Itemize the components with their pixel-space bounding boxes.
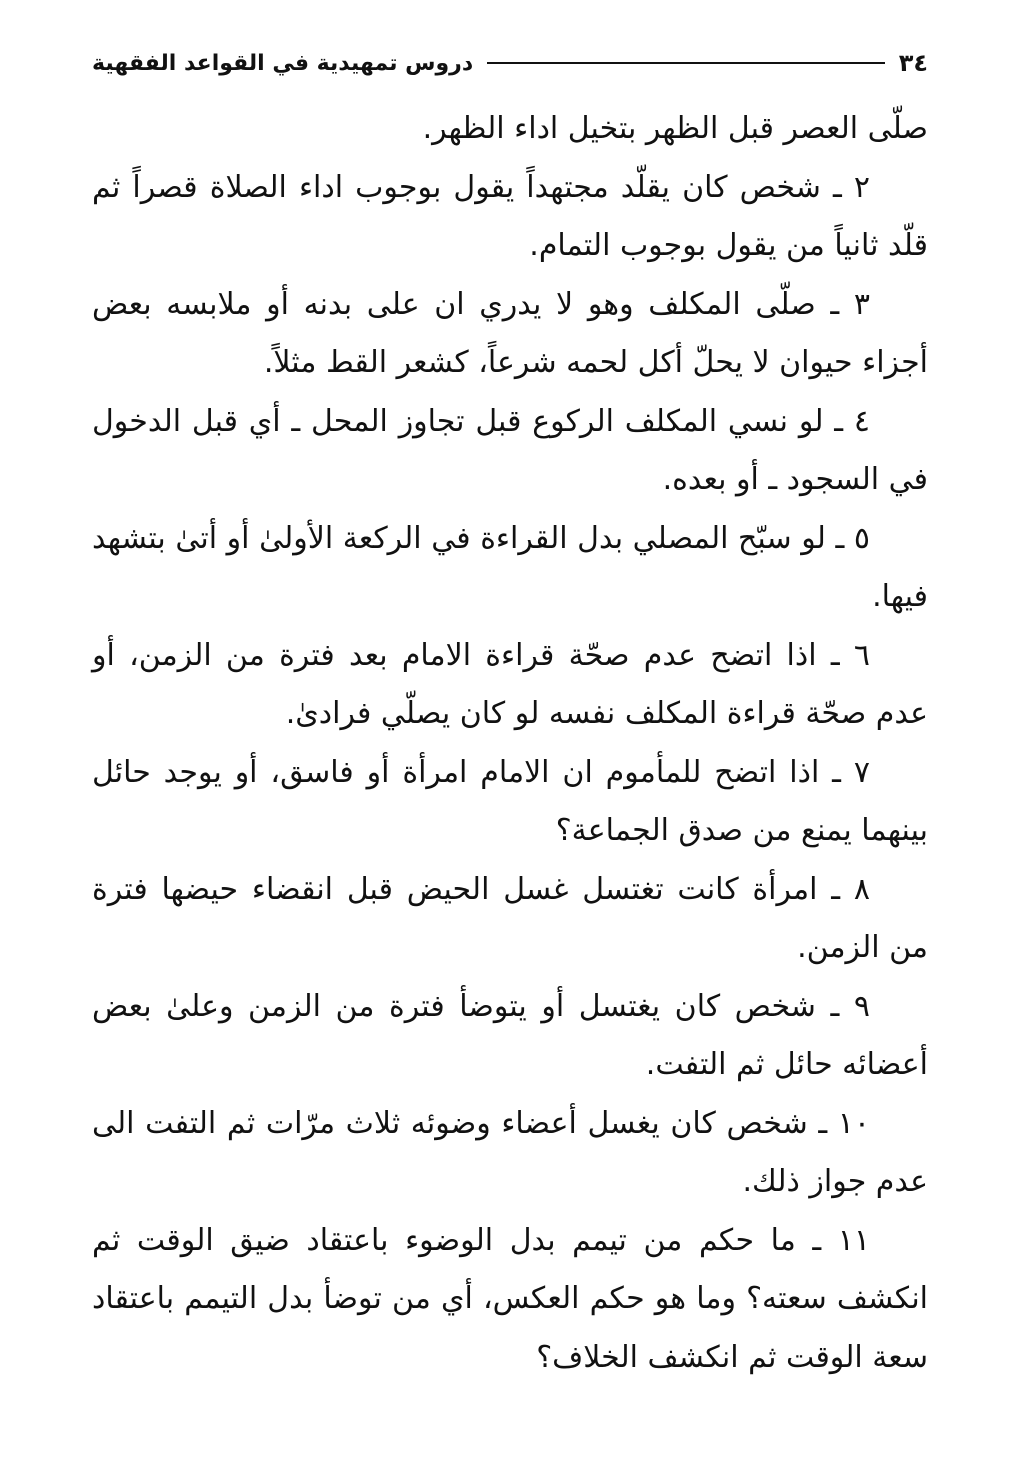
list-item-8: ٨ ـ امرأة كانت تغتسل غسل الحيض قبل انقضاء حيضها فترة من الزمن. <box>92 871 928 965</box>
list-item-6: ٦ ـ اذا اتضح عدم صحّة قراءة الامام بعد فترة من الزمن، أو عدم صحّة قراءة المكلف نفسه لو كان يصلّي فرادىٰ. <box>92 637 928 731</box>
running-title: دروس تمهيدية في القواعد الفقهية <box>92 50 474 76</box>
list-item-9: ٩ ـ شخص كان يغتسل أو يتوضأ فترة من الزمن وعلىٰ بعض أعضائه حائل ثم التفت. <box>92 988 928 1082</box>
list-item-2: ٢ ـ شخص كان يقلّد مجتهداً يقول بوجوب اداء الصلاة قصراً ثم قلّد ثانياً من يقول بوجوب التمام. <box>92 169 928 263</box>
running-header <box>92 38 928 88</box>
page-number: ٣٤ <box>898 49 928 77</box>
paragraph-continuation: صلّى العصر قبل الظهر بتخيل اداء الظهر. <box>422 111 928 146</box>
list-item-4: ٤ ـ لو نسي المكلف الركوع قبل تجاوز المحل ـ أي قبل الدخول في السجود ـ أو بعده. <box>92 403 928 497</box>
list-item-5: ٥ ـ لو سبّح المصلي بدل القراءة في الركعة الأولىٰ أو أتىٰ بتشهد فيها. <box>92 520 928 614</box>
list-item-7: ٧ ـ اذا اتضح للمأموم ان الامام امرأة أو فاسق، أو يوجد حائل بينهما يمنع من صدق الجماعة؟ <box>92 754 928 848</box>
body-text <box>92 100 928 1387</box>
list-item-3: ٣ ـ صلّى المكلف وهو لا يدري ان على بدنه أو ملابسه بعض أجزاء حيوان لا يحلّ أكل لحمه شرعاً، كشعر القط مثلاً. <box>92 286 928 380</box>
list-item-10: ١٠ ـ شخص كان يغسل أعضاء وضوئه ثلاث مرّات ثم التفت الى عدم جواز ذلك. <box>92 1105 928 1199</box>
list-item-11: ١١ ـ ما حكم من تيمم بدل الوضوء باعتقاد ضيق الوقت ثم انكشف سعته؟ وما هو حكم العكس، أي من توضأ بدل التيمم باعتقاد سعة الوقت ثم انكشف الخلاف؟ <box>92 1222 928 1375</box>
header-rule <box>487 62 885 64</box>
